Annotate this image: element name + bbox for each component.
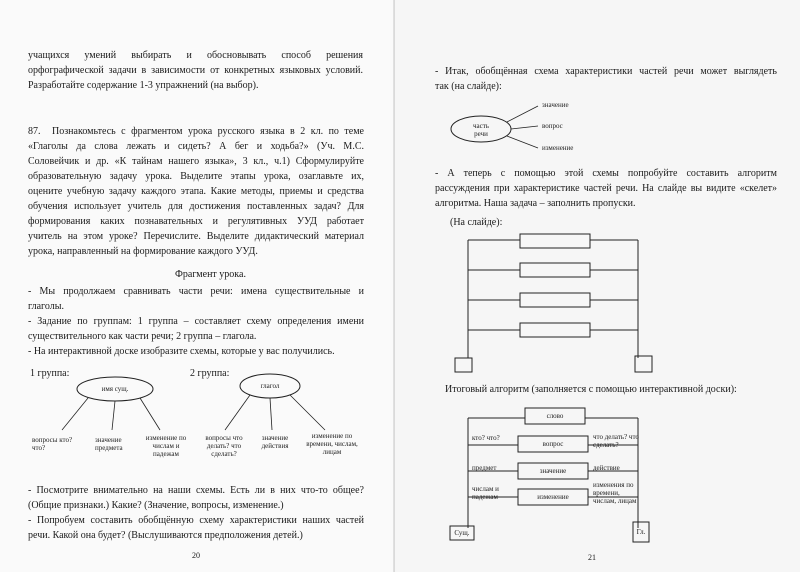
- final-algorithm-title: Итоговый алгоритм (заполняется с помощью интерактивной доски):: [445, 384, 737, 395]
- alg-left-meaning: предмет: [472, 464, 497, 472]
- corner-noun: Сущ.: [454, 529, 470, 537]
- group1-label: 1 группа:: [30, 368, 70, 379]
- alg-right-change: времени, числам, лицам: [593, 489, 637, 505]
- left-page: [0, 0, 395, 572]
- closing-dialog: - Посмотрите внимательно на наши схемы. Есть ли в них что-то общее? (Общие признаки.) Какие? (Значение, вопросы, изменение.) - Попробуем составить обобщённую схему характеристики наших частей речи. Какой она будет? (Выслушиваются предположения детей.): [28, 485, 364, 541]
- right-paragraph: - А теперь с помощью этой схемы попробуйте составить алгоритм рассуждения при характеристике частей речи. На слайде вы видите «скелет» алгоритма. Наша задача – заполнить пропуски.: [435, 168, 777, 209]
- skeleton-algorithm: [455, 234, 652, 372]
- lesson-dialog: - Мы продолжаем сравнивать части речи: имена существительные и глаголы. - Задание по группам: 1 группа – составляет схему определения имени существительного как части речи; 2 группа – глагола. - На интерактивной доске изобразите схемы, которые у вас получились.: [28, 286, 364, 357]
- alg-left-change: числам и падежам: [472, 485, 499, 501]
- page-number: 20: [192, 551, 200, 560]
- verb-oval-label: глагол: [260, 382, 280, 390]
- group2-label: 2 группа:: [190, 368, 230, 379]
- branch-change: изменение: [542, 144, 574, 152]
- branch-meaning: значение: [542, 101, 569, 109]
- fragment-title: Фрагмент урока.: [175, 269, 246, 280]
- page-number: 21: [588, 553, 596, 562]
- on-slide-label: (На слайде):: [450, 217, 503, 228]
- g2-label-questions: вопросы что делать? что сделать?: [205, 434, 243, 458]
- alg-question: вопрос: [542, 440, 564, 448]
- alg-left-question: кто? что?: [472, 434, 500, 442]
- task-text-cont: «Глаголы да слова лежать и сидеть? А бег и ходьба?» (Уч. М.С. Соловейчик и др. «К тайнам нашего языка», 3 кл., ч.1) Сформулируйте образовательную задачу урока. Выделите этапы урока, озаглавьте их, оцените учебную задачу каждого этапа. Какие методы, приемы и средства обучения использует учитель для достижения поставленных задач? Для формирования каких познавательных и регулятивных УУД работает учитель на этом уроке? Перечислите. Выделите дидактический материал урока, направленный на формирование каждого УУД.: [28, 141, 364, 257]
- oval-text: часть речи: [473, 122, 489, 138]
- g1-label-questions: вопросы кто? что?: [32, 436, 73, 452]
- paragraph-intro: учащихся умений выбирать и обосновывать способ решения орфографической задачи в зависимости от конкретных языковых условий. Разработайте содержание 1-3 упражнений (на выбор).: [28, 50, 363, 91]
- g2-label-change: изменение по времени, числам, лицам: [306, 432, 358, 456]
- alg-right-change-head: изменения по: [593, 481, 634, 489]
- alg-word: слово: [546, 412, 564, 420]
- final-algorithm: [450, 408, 649, 542]
- alg-meaning: значение: [539, 467, 567, 475]
- right-intro: - Итак, обобщённая схема характеристики частей речи может выглядеть так (на слайде):: [435, 66, 777, 92]
- task-number: 87.: [28, 126, 41, 137]
- branch-question: вопрос: [542, 122, 563, 130]
- noun-oval-label: имя сущ.: [101, 385, 129, 393]
- g2-label-meaning: значение действия: [261, 434, 289, 450]
- task-text: Познакомьтесь с фрагментом урока русского языка в 2 кл. по теме: [52, 126, 364, 137]
- corner-verb: Гл.: [636, 528, 646, 536]
- alg-right-question: что делать? что сделать?: [593, 433, 639, 449]
- alg-change: изменение: [537, 493, 569, 501]
- alg-right-meaning: действие: [593, 464, 620, 472]
- g1-label-meaning: значение предмета: [95, 436, 123, 452]
- g1-label-change: изменение по числам и падежам: [145, 434, 187, 458]
- right-page: [395, 0, 800, 572]
